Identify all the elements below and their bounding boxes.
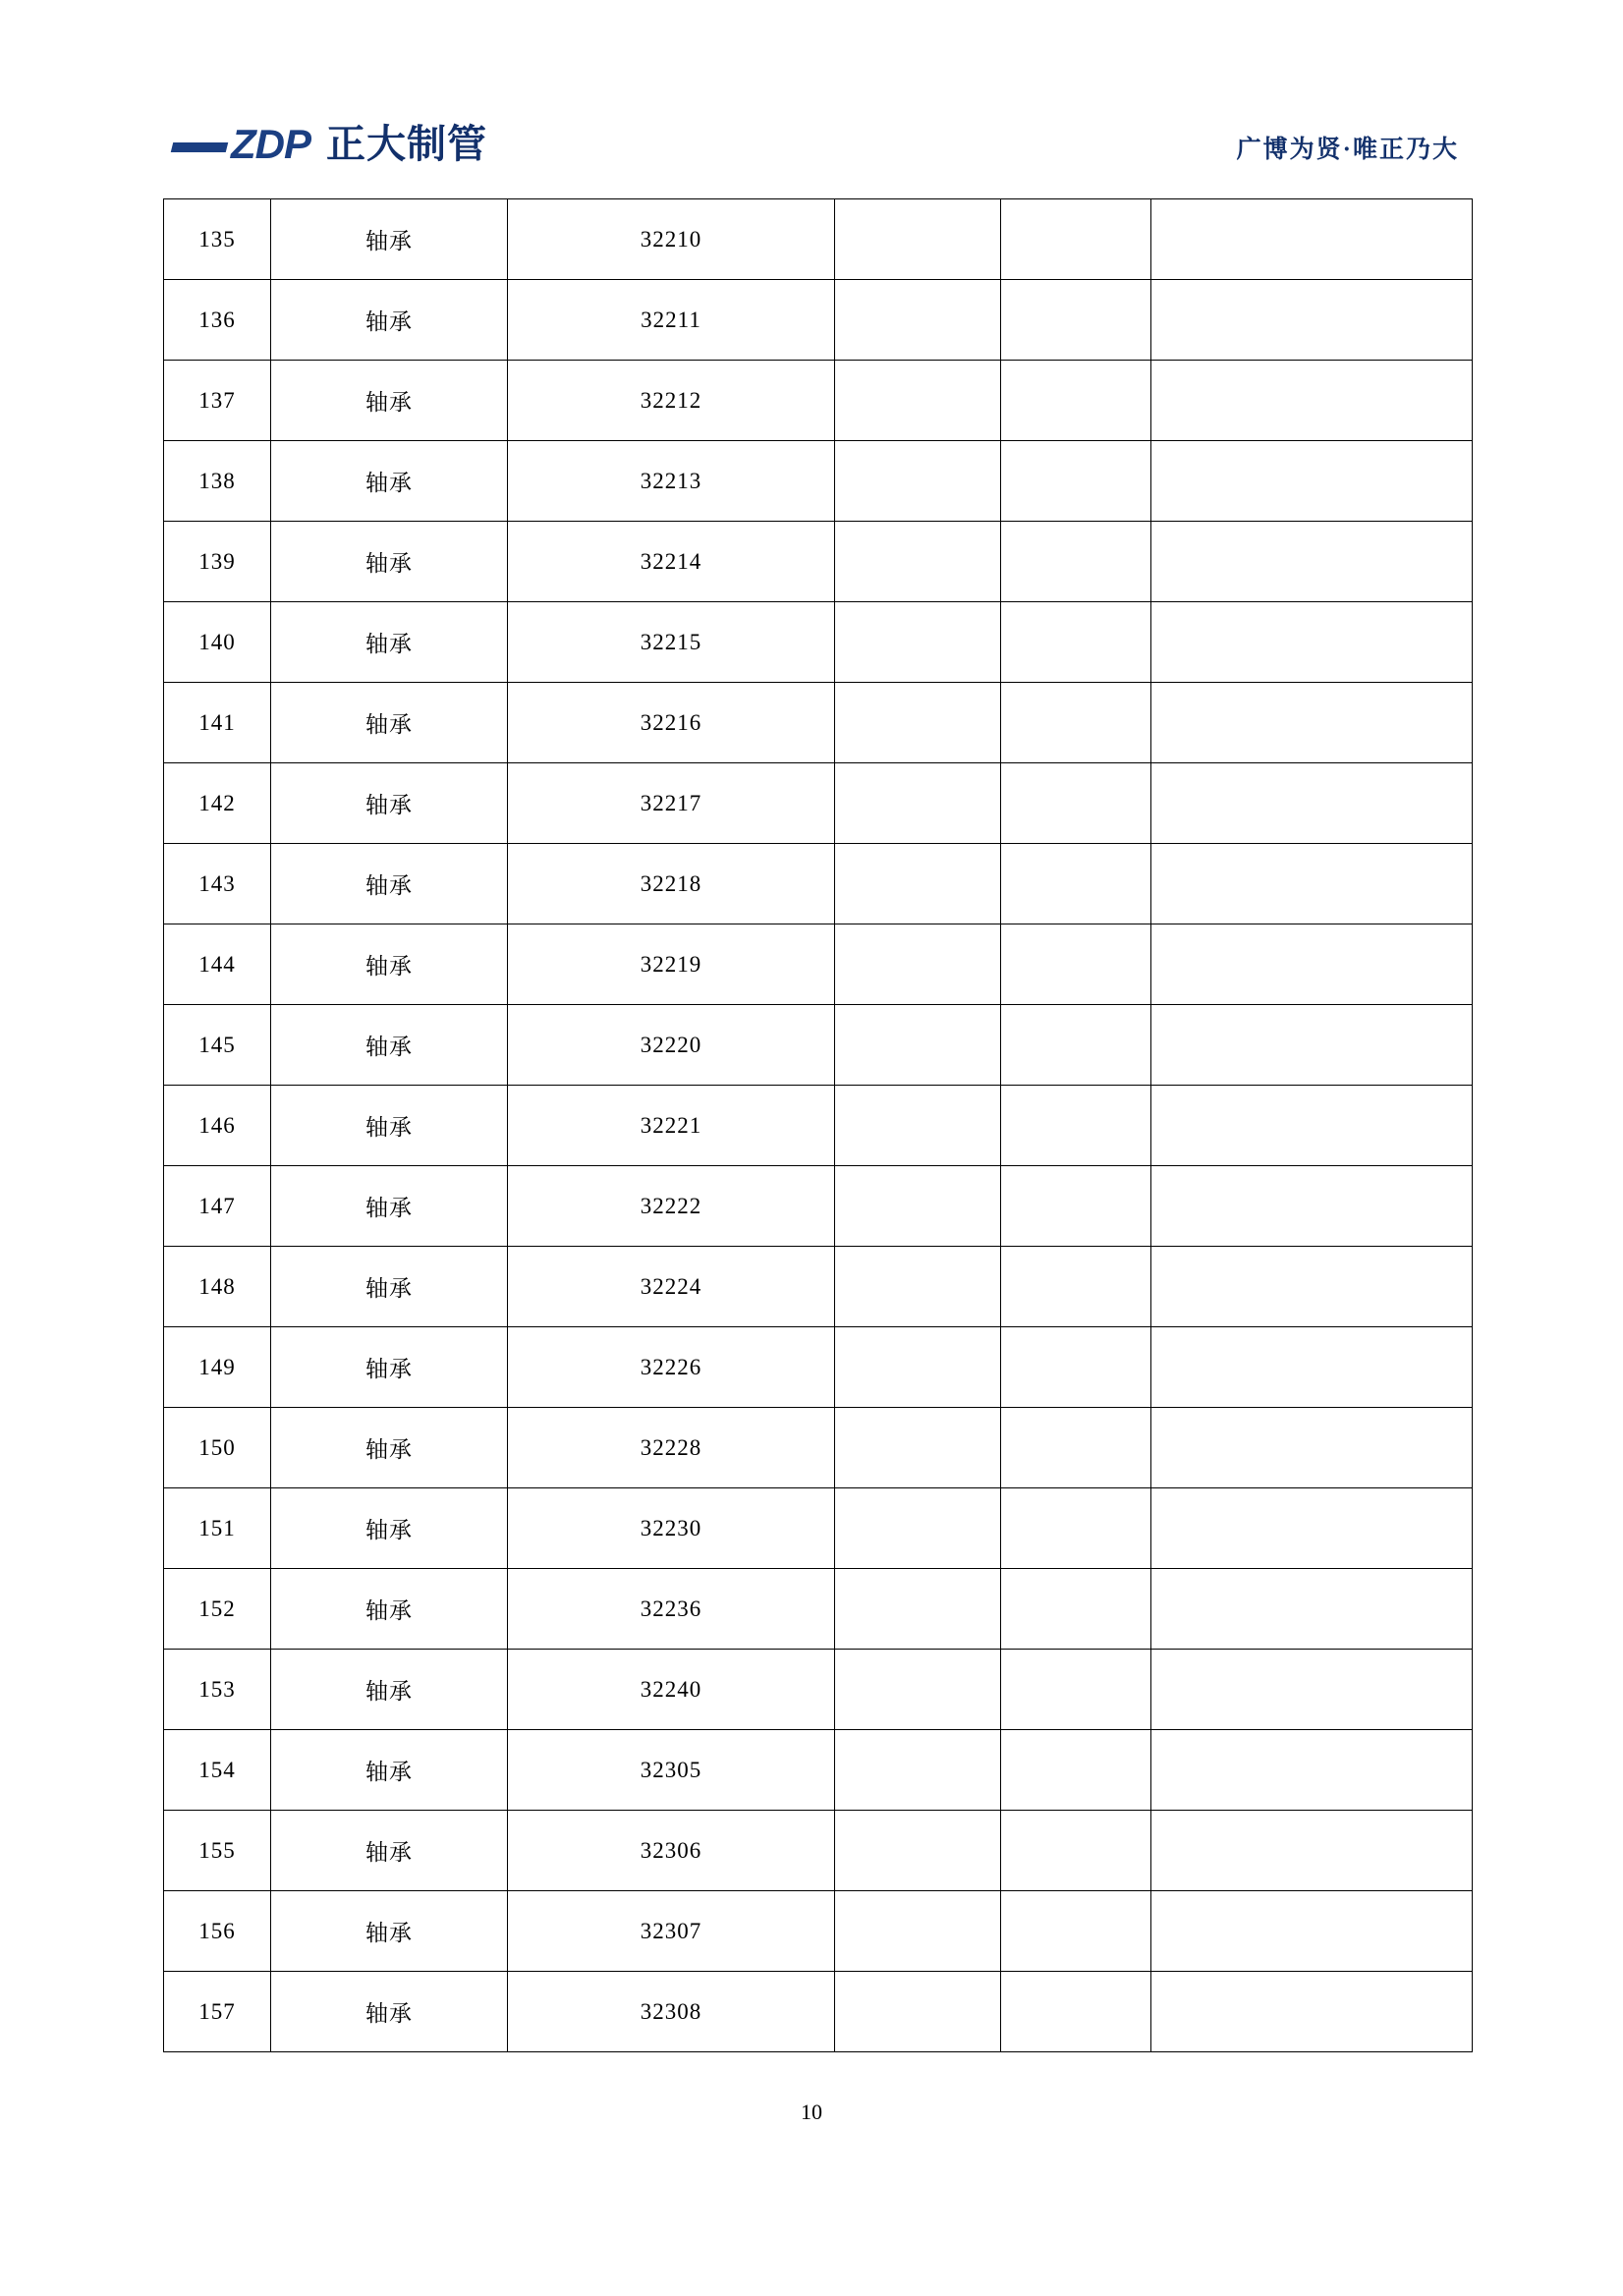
cell-name: 轴承 bbox=[271, 602, 508, 683]
cell-name: 轴承 bbox=[271, 1811, 508, 1891]
cell-unit bbox=[1001, 1650, 1151, 1730]
cell-remark bbox=[1151, 1650, 1473, 1730]
cell-name: 轴承 bbox=[271, 924, 508, 1005]
company-slogan: 广博为贤·唯正乃大 bbox=[1236, 137, 1459, 163]
parts-table-container bbox=[163, 198, 1466, 2052]
table-row bbox=[164, 280, 1473, 361]
cell-remark bbox=[1151, 924, 1473, 1005]
cell-index: 141 bbox=[164, 683, 271, 763]
cell-index: 145 bbox=[164, 1005, 271, 1086]
table-row bbox=[164, 361, 1473, 441]
cell-quantity bbox=[835, 844, 1001, 924]
cell-name: 轴承 bbox=[271, 1730, 508, 1811]
cell-unit bbox=[1001, 1408, 1151, 1488]
table-row bbox=[164, 1891, 1473, 1972]
cell-quantity bbox=[835, 1086, 1001, 1166]
cell-unit bbox=[1001, 844, 1151, 924]
cell-index: 147 bbox=[164, 1166, 271, 1247]
cell-name: 轴承 bbox=[271, 441, 508, 522]
cell-quantity bbox=[835, 441, 1001, 522]
cell-quantity bbox=[835, 924, 1001, 1005]
cell-unit bbox=[1001, 1327, 1151, 1408]
cell-name: 轴承 bbox=[271, 1569, 508, 1650]
page-number: 10 bbox=[801, 2100, 822, 2124]
cell-model: 32222 bbox=[508, 1166, 835, 1247]
cell-index: 139 bbox=[164, 522, 271, 602]
cell-unit bbox=[1001, 280, 1151, 361]
cell-quantity bbox=[835, 199, 1001, 280]
table-row bbox=[164, 522, 1473, 602]
cell-name: 轴承 bbox=[271, 1891, 508, 1972]
cell-index: 150 bbox=[164, 1408, 271, 1488]
cell-model: 32217 bbox=[508, 763, 835, 844]
table-row bbox=[164, 199, 1473, 280]
cell-unit bbox=[1001, 763, 1151, 844]
logo-mark-icon bbox=[172, 121, 316, 167]
cell-quantity bbox=[835, 683, 1001, 763]
cell-quantity bbox=[835, 1005, 1001, 1086]
cell-name: 轴承 bbox=[271, 1247, 508, 1327]
cell-index: 136 bbox=[164, 280, 271, 361]
cell-index: 143 bbox=[164, 844, 271, 924]
cell-quantity bbox=[835, 1811, 1001, 1891]
cell-index: 151 bbox=[164, 1488, 271, 1569]
cell-unit bbox=[1001, 1811, 1151, 1891]
parts-table bbox=[163, 198, 1473, 2052]
cell-name: 轴承 bbox=[271, 1972, 508, 2052]
cell-quantity bbox=[835, 602, 1001, 683]
cell-remark bbox=[1151, 1569, 1473, 1650]
cell-index: 156 bbox=[164, 1891, 271, 1972]
cell-model: 32226 bbox=[508, 1327, 835, 1408]
cell-remark bbox=[1151, 361, 1473, 441]
cell-remark bbox=[1151, 1166, 1473, 1247]
cell-unit bbox=[1001, 1730, 1151, 1811]
cell-unit bbox=[1001, 441, 1151, 522]
cell-index: 138 bbox=[164, 441, 271, 522]
cell-quantity bbox=[835, 1891, 1001, 1972]
cell-model: 32211 bbox=[508, 280, 835, 361]
cell-index: 142 bbox=[164, 763, 271, 844]
cell-model: 32236 bbox=[508, 1569, 835, 1650]
cell-quantity bbox=[835, 763, 1001, 844]
cell-unit bbox=[1001, 924, 1151, 1005]
cell-remark bbox=[1151, 1972, 1473, 2052]
cell-model: 32224 bbox=[508, 1247, 835, 1327]
cell-remark bbox=[1151, 844, 1473, 924]
cell-index: 135 bbox=[164, 199, 271, 280]
cell-remark bbox=[1151, 1408, 1473, 1488]
cell-quantity bbox=[835, 1569, 1001, 1650]
table-row bbox=[164, 924, 1473, 1005]
cell-remark bbox=[1151, 1005, 1473, 1086]
table-row bbox=[164, 1327, 1473, 1408]
cell-index: 154 bbox=[164, 1730, 271, 1811]
table-row bbox=[164, 1811, 1473, 1891]
cell-name: 轴承 bbox=[271, 1005, 508, 1086]
cell-quantity bbox=[835, 1247, 1001, 1327]
cell-remark bbox=[1151, 441, 1473, 522]
cell-model: 32308 bbox=[508, 1972, 835, 2052]
cell-unit bbox=[1001, 1972, 1151, 2052]
cell-name: 轴承 bbox=[271, 1166, 508, 1247]
cell-remark bbox=[1151, 1488, 1473, 1569]
cell-index: 148 bbox=[164, 1247, 271, 1327]
cell-model: 32215 bbox=[508, 602, 835, 683]
table-row bbox=[164, 1086, 1473, 1166]
cell-index: 155 bbox=[164, 1811, 271, 1891]
table-row bbox=[164, 1569, 1473, 1650]
cell-index: 137 bbox=[164, 361, 271, 441]
company-logo bbox=[172, 116, 487, 173]
cell-unit bbox=[1001, 1569, 1151, 1650]
cell-name: 轴承 bbox=[271, 199, 508, 280]
cell-index: 146 bbox=[164, 1086, 271, 1166]
table-row bbox=[164, 1972, 1473, 2052]
cell-quantity bbox=[835, 1166, 1001, 1247]
table-row bbox=[164, 683, 1473, 763]
cell-name: 轴承 bbox=[271, 1327, 508, 1408]
cell-remark bbox=[1151, 199, 1473, 280]
table-row bbox=[164, 1730, 1473, 1811]
cell-index: 144 bbox=[164, 924, 271, 1005]
cell-remark bbox=[1151, 1327, 1473, 1408]
page-header bbox=[172, 116, 1459, 185]
cell-index: 157 bbox=[164, 1972, 271, 2052]
cell-model: 32230 bbox=[508, 1488, 835, 1569]
cell-unit bbox=[1001, 1086, 1151, 1166]
logo-mark-text: ZDP bbox=[231, 121, 310, 167]
table-row bbox=[164, 1005, 1473, 1086]
cell-remark bbox=[1151, 1247, 1473, 1327]
cell-remark bbox=[1151, 763, 1473, 844]
table-row bbox=[164, 1650, 1473, 1730]
cell-name: 轴承 bbox=[271, 522, 508, 602]
cell-model: 32240 bbox=[508, 1650, 835, 1730]
cell-remark bbox=[1151, 1086, 1473, 1166]
cell-remark bbox=[1151, 1730, 1473, 1811]
cell-unit bbox=[1001, 361, 1151, 441]
cell-name: 轴承 bbox=[271, 763, 508, 844]
cell-unit bbox=[1001, 1488, 1151, 1569]
cell-name: 轴承 bbox=[271, 280, 508, 361]
cell-model: 32212 bbox=[508, 361, 835, 441]
cell-name: 轴承 bbox=[271, 683, 508, 763]
table-row bbox=[164, 441, 1473, 522]
cell-model: 32306 bbox=[508, 1811, 835, 1891]
table-row bbox=[164, 1408, 1473, 1488]
cell-name: 轴承 bbox=[271, 844, 508, 924]
cell-index: 152 bbox=[164, 1569, 271, 1650]
cell-remark bbox=[1151, 1811, 1473, 1891]
cell-model: 32220 bbox=[508, 1005, 835, 1086]
table-row bbox=[164, 763, 1473, 844]
cell-remark bbox=[1151, 280, 1473, 361]
cell-name: 轴承 bbox=[271, 1086, 508, 1166]
cell-unit bbox=[1001, 1005, 1151, 1086]
cell-name: 轴承 bbox=[271, 1408, 508, 1488]
table-row bbox=[164, 1247, 1473, 1327]
table-row bbox=[164, 1166, 1473, 1247]
cell-index: 153 bbox=[164, 1650, 271, 1730]
cell-unit bbox=[1001, 683, 1151, 763]
cell-remark bbox=[1151, 683, 1473, 763]
cell-model: 32228 bbox=[508, 1408, 835, 1488]
company-name: 正大制管 bbox=[326, 123, 487, 166]
cell-name: 轴承 bbox=[271, 1650, 508, 1730]
cell-model: 32213 bbox=[508, 441, 835, 522]
table-row bbox=[164, 844, 1473, 924]
cell-quantity bbox=[835, 522, 1001, 602]
cell-model: 32218 bbox=[508, 844, 835, 924]
cell-remark bbox=[1151, 1891, 1473, 1972]
cell-quantity bbox=[835, 1972, 1001, 2052]
cell-quantity bbox=[835, 1488, 1001, 1569]
table-row bbox=[164, 1488, 1473, 1569]
cell-model: 32216 bbox=[508, 683, 835, 763]
cell-remark bbox=[1151, 522, 1473, 602]
cell-remark bbox=[1151, 602, 1473, 683]
cell-index: 140 bbox=[164, 602, 271, 683]
cell-quantity bbox=[835, 1408, 1001, 1488]
cell-unit bbox=[1001, 1247, 1151, 1327]
page-footer bbox=[0, 2100, 1623, 2125]
cell-model: 32305 bbox=[508, 1730, 835, 1811]
cell-unit bbox=[1001, 1891, 1151, 1972]
cell-name: 轴承 bbox=[271, 1488, 508, 1569]
cell-name: 轴承 bbox=[271, 361, 508, 441]
cell-unit bbox=[1001, 602, 1151, 683]
cell-model: 32219 bbox=[508, 924, 835, 1005]
cell-index: 149 bbox=[164, 1327, 271, 1408]
cell-model: 32214 bbox=[508, 522, 835, 602]
cell-quantity bbox=[835, 1730, 1001, 1811]
cell-unit bbox=[1001, 1166, 1151, 1247]
table-row bbox=[164, 602, 1473, 683]
cell-quantity bbox=[835, 361, 1001, 441]
cell-unit bbox=[1001, 522, 1151, 602]
cell-model: 32221 bbox=[508, 1086, 835, 1166]
cell-unit bbox=[1001, 199, 1151, 280]
cell-model: 32307 bbox=[508, 1891, 835, 1972]
cell-model: 32210 bbox=[508, 199, 835, 280]
cell-quantity bbox=[835, 1650, 1001, 1730]
cell-quantity bbox=[835, 280, 1001, 361]
cell-quantity bbox=[835, 1327, 1001, 1408]
parts-table-body bbox=[164, 199, 1473, 2052]
